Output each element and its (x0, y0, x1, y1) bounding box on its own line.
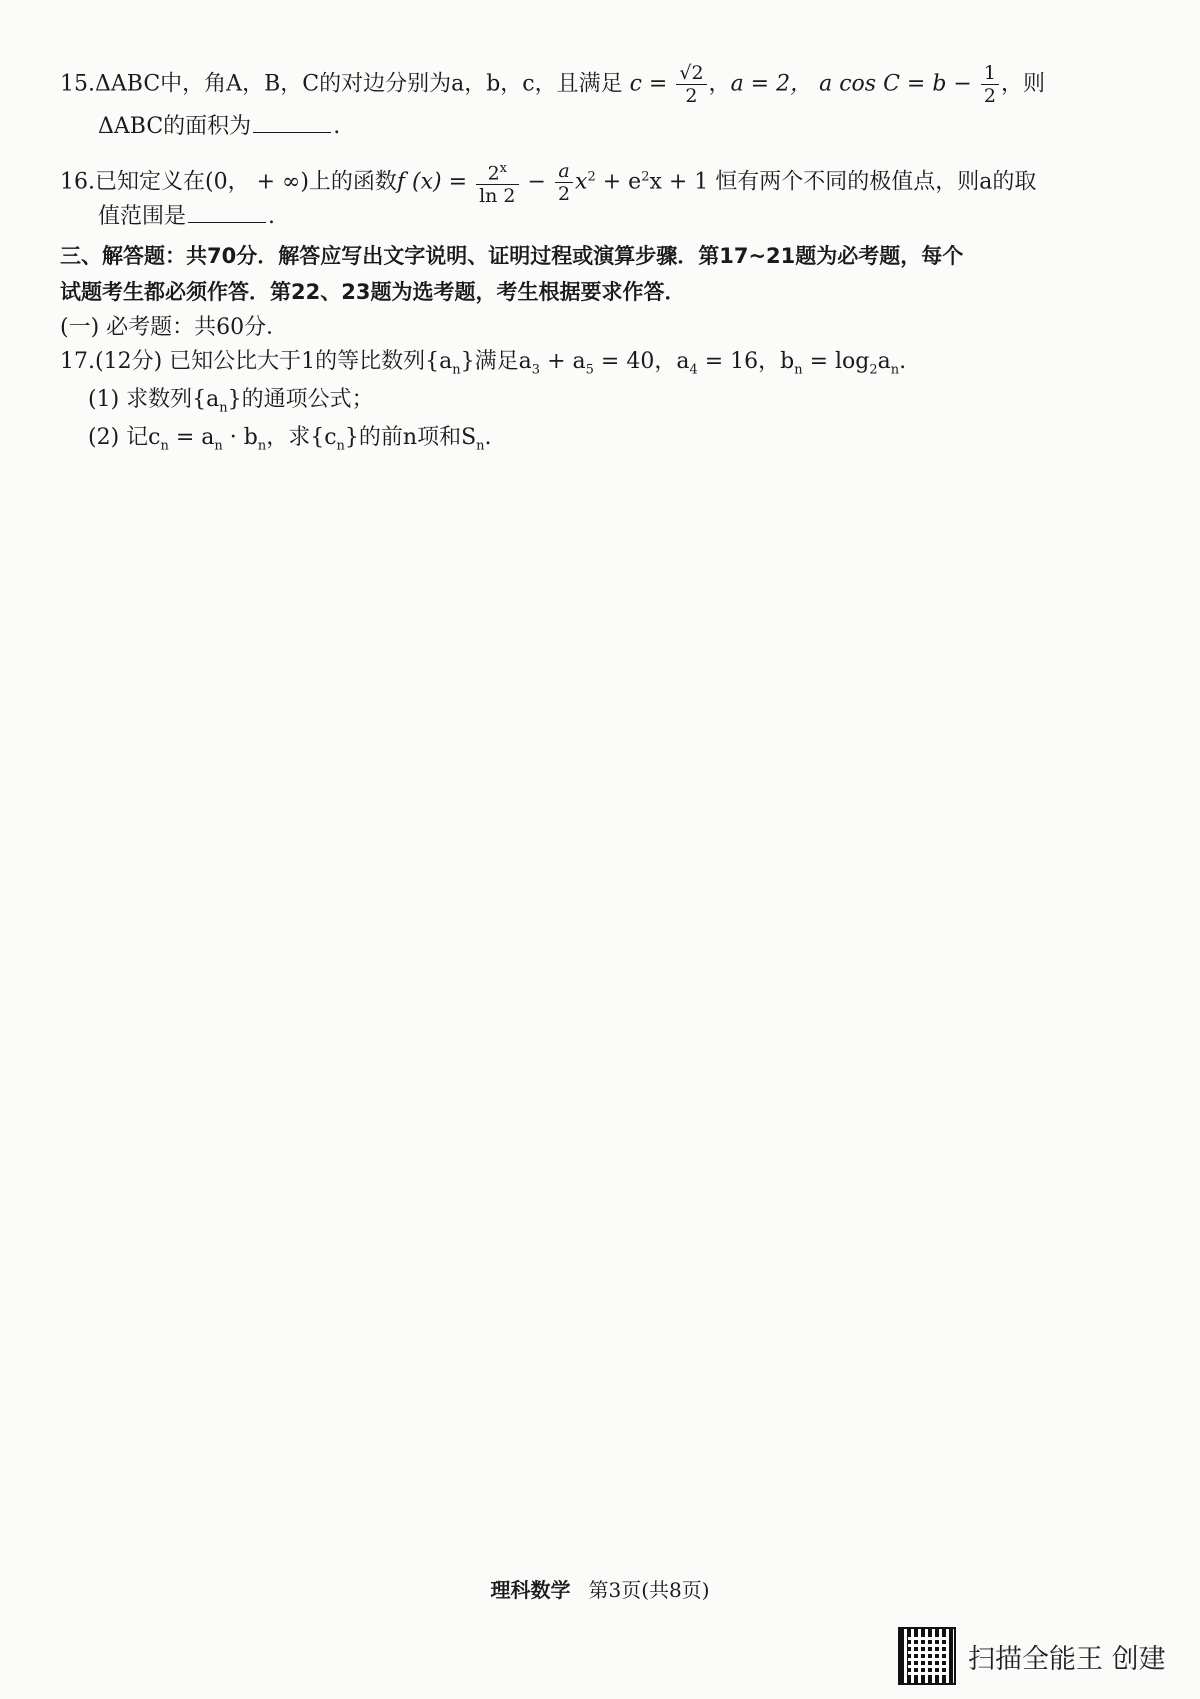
q15-line1: 15.ΔABC中，角A，B，C的对边分别为a，b，c，且满足 c = $\frac{√2}{2}$ ，a = 2， a cos C = b − $\frac{1}{2}$ ，则 (60, 62, 1045, 107)
q17-part1: (1) 求数列$\{a_n\}$的通项公式； (88, 387, 374, 416)
footer-subject: 理科数学 (490, 1578, 571, 1602)
page-footer (0, 1574, 1200, 1603)
q15-half-frac: $\frac{1}{2}$ (981, 62, 999, 107)
q16-answer-blank (188, 202, 266, 223)
q17-line1: 17.(12分) 已知公比大于1的等比数列$\{a_n\}$满足$a_3 + a_5 = 40$，$a_4 = 16$，$b_n = \log_2a_n$. (60, 349, 907, 378)
q16-fx: f (x) = (396, 169, 468, 195)
q15-answer-blank (253, 112, 331, 133)
q15-intro: ΔABC中，角A，B，C的对边分别为a，b，c，且满足 (95, 71, 623, 97)
q15-line2: ΔABC的面积为 . (98, 114, 341, 139)
scanner-watermark (898, 1628, 1166, 1684)
q16-frac2: $\frac{a}{2}$ (555, 160, 573, 205)
section3-heading-line2: 试题考生都必须作答．第22、23题为选考题，考生根据要求作答． (60, 280, 686, 304)
q15-c-eq: c = (629, 71, 668, 97)
q15-a-eq: a = 2， (730, 71, 813, 97)
q16-tail: x + 1 恒有两个不同的极值点，则a的取 (649, 169, 1037, 195)
q16-intro: 已知定义在(0， + ∞)上的函数 (95, 169, 397, 195)
q15-sqrt2-frac: $\frac{√2}{2}$ (676, 62, 706, 107)
q15-acos: a cos C = b − (819, 71, 972, 97)
q16-frac1: $\frac{2^x}{\ln 2}$ (476, 158, 518, 207)
section3-subheading: (一) 必考题：共60分． (60, 315, 289, 340)
section3-heading-line1: 三、解答题：共70分．解答应写出文字说明、证明过程或演算步骤．第17~21题为必考题，每个 (60, 244, 964, 268)
q17-score: (12分) (95, 349, 163, 374)
q16-number: 16. (60, 169, 95, 195)
footer-page-number: 第3页(共8页) (588, 1578, 710, 1602)
q15-number: 15. (60, 71, 95, 97)
q16-line1: 16.已知定义在(0， + ∞)上的函数f (x) = $\frac{2^x}{\ln 2}$ − $\frac{a}{2}$ $x^2 + e^2x + 1$ 恒有两个不同的极值点，则a的取 (60, 158, 1036, 207)
q16-line2: 值范围是 . (98, 204, 276, 229)
scanner-label: 扫描全能王 创建 (968, 1643, 1166, 1675)
q17-number: 17. (60, 349, 95, 374)
qr-code-icon (898, 1627, 956, 1685)
q17-part2: (2) 记$c_n = a_n \cdot b_n$，求$\{c_n\}$的前n项和$S_n$. (88, 425, 492, 454)
